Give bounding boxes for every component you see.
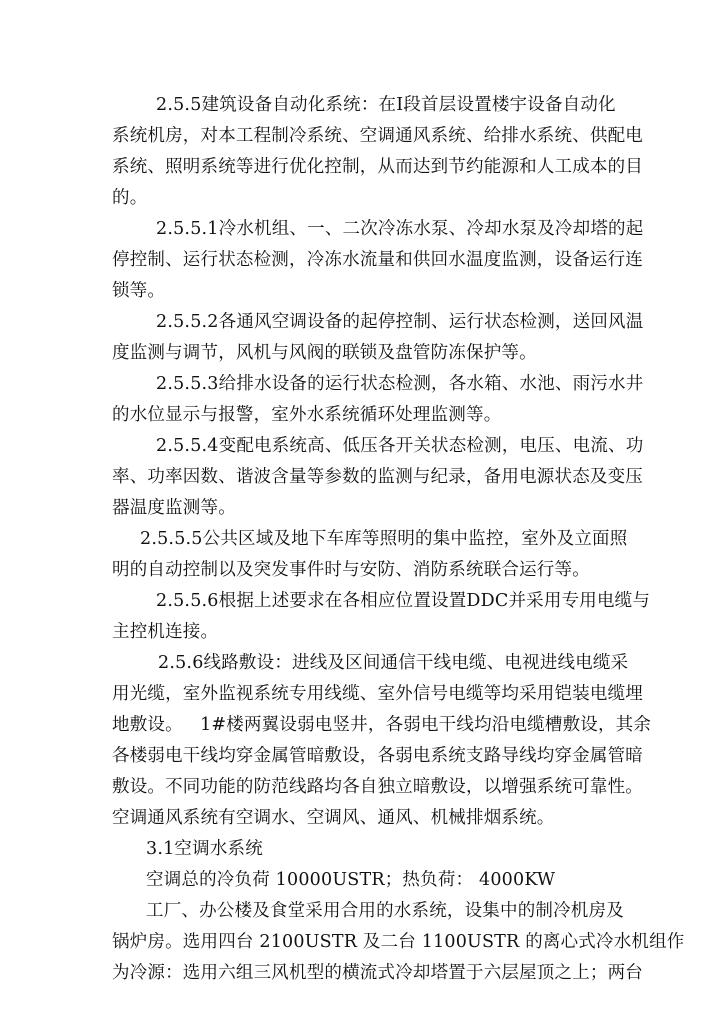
text-line: 2.5.5.4变配电系统高、低压各开关状态检测，电压、电流、功 <box>156 436 644 456</box>
text-line: 停控制、运行状态检测，冷冻水流量和供回水温度监测，设备运行连 <box>112 250 643 270</box>
text-line: 2.5.5.6根据上述要求在各相应位置设置DDC并采用专用电缆与 <box>156 591 651 611</box>
text-line: 锁等。 <box>112 281 166 301</box>
text-line: 用光缆，室外监视系统专用线缆、室外信号电缆等均采用铠装电缆埋 <box>112 684 643 704</box>
text-line: 各楼弱电干线均穿金属管暗敷设，各弱电系统支路导线均穿金属管暗 <box>112 746 643 766</box>
text-line: 的。 <box>112 188 148 208</box>
section-heading: 3.1空调水系统 <box>146 839 263 859</box>
text-line: 2.5.5.1冷水机组、一、二次冷冻水泵、冷却水泵及冷却塔的起 <box>156 219 644 239</box>
text-line: 的水位显示与报警，室外水系统循环处理监测等。 <box>112 405 502 425</box>
text-line: 敷设。不同功能的防范线路均各自独立暗敷设，以增强系统可靠性。 <box>112 777 643 797</box>
text-line: 2.5.6线路敷设：进线及区间通信干线电缆、电视进线电缆采 <box>158 653 629 673</box>
text-line: 明的自动控制以及突发事件时与安防、消防系统联合运行等。 <box>112 560 590 580</box>
text-line: 地敷设。 1#楼两翼设弱电竖井，各弱电干线均沿电缆槽敷设，其余 <box>112 715 652 735</box>
text-line: 2.5.5.2各通风空调设备的起停控制、运行状态检测，送回风温 <box>156 312 644 332</box>
text-line: 器温度监测等。 <box>112 498 236 518</box>
text-line: 2.5.5.5公共区域及地下车库等照明的集中监控，室外及立面照 <box>140 529 628 549</box>
text-line: 度监测与调节，风机与风阀的联锁及盘管防冻保护等。 <box>112 343 537 363</box>
text-line: 空调总的冷负荷 10000USTR；热负荷： 4000KW <box>146 870 556 890</box>
text-line: 主控机连接。 <box>112 622 219 642</box>
text-line: 率、功率因数、谐波含量等参数的监测与纪录，备用电源状态及变压 <box>112 467 643 487</box>
text-line: 2.5.5.3给排水设备的运行状态检测，各水箱、水池、雨污水井 <box>156 374 644 394</box>
text-line: 系统、照明系统等进行优化控制，从而达到节约能源和人工成本的目 <box>112 157 643 177</box>
text-line: 空调通风系统有空调水、空调风、通风、机械排烟系统。 <box>112 808 555 828</box>
text-line: 锅炉房。选用四台 2100USTR 及二台 1100USTR 的离心式冷水机组作 <box>112 932 685 952</box>
text-line: 工厂、办公楼及食堂采用合用的水系统，设集中的制冷机房及 <box>146 901 624 921</box>
text-line: 系统机房，对本工程制冷系统、空调通风系统、给排水系统、供配电 <box>112 126 643 146</box>
text-line: 2.5.5建筑设备自动化系统：在Ⅰ段首层设置楼宇设备自动化 <box>156 95 616 115</box>
text-line: 为冷源：选用六组三风机型的横流式冷却塔置于六层屋顶之上；两台 <box>112 963 643 983</box>
